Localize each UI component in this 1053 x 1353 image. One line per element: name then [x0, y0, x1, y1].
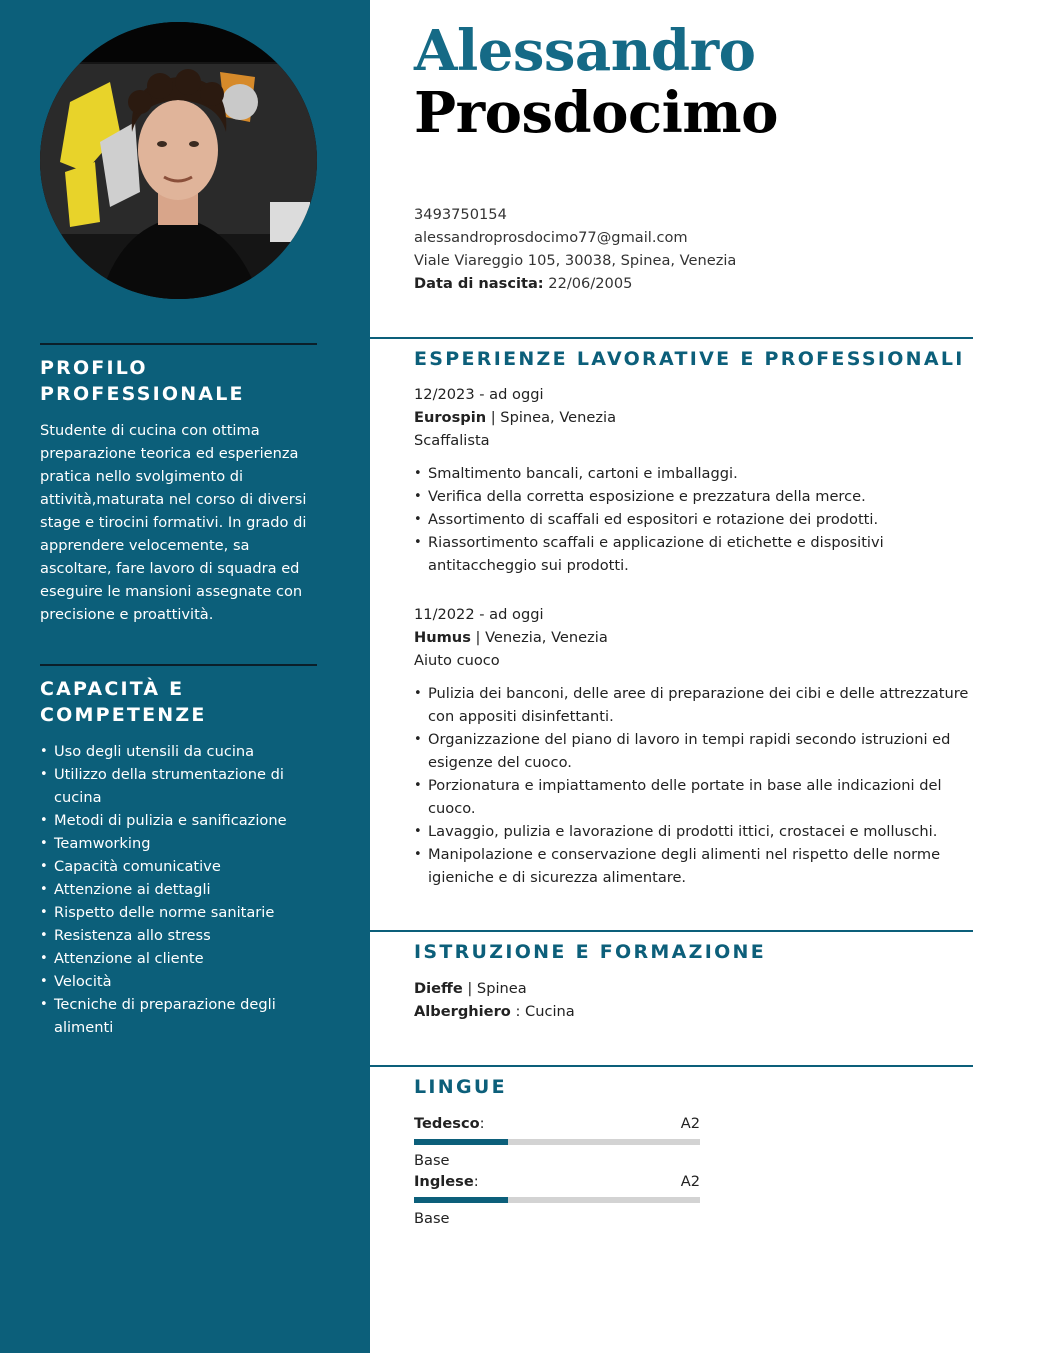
- school-place: | Spinea: [462, 980, 527, 997]
- birth-date: [414, 272, 736, 295]
- list-item: • Uso degli utensili da cucina: [40, 740, 317, 763]
- education-heading: ISTRUZIONE E FORMAZIONE: [414, 941, 767, 963]
- list-item: • Riassortimento scaffali e applicazione di etichette e dispositivi antitaccheggio sui prodotti.: [414, 531, 974, 577]
- job-company: Eurospin: [414, 409, 487, 426]
- language-level-bar: [414, 1197, 700, 1203]
- list-item: • Metodi di pulizia e sanificazione: [40, 809, 317, 832]
- job-entry: [414, 383, 974, 577]
- job-tasks: [414, 462, 974, 577]
- list-item: • Tecniche di preparazione degli alimenti: [40, 993, 317, 1039]
- profile-text: Studente di cucina con ottima preparazione teorica ed esperienza pratica nello svolgimento di attività,maturata nel corso di diversi stage e tirocini formativi. In grado di apprendere velocemente, sa ascoltare, fare lavoro di squadra ed eseguire le mansioni assegnate con precisione e proattività.: [40, 422, 307, 623]
- skills-list: [40, 740, 317, 1039]
- birth-label: Data di nascita:: [414, 275, 544, 292]
- profile-photo: [40, 22, 317, 299]
- skills-section: [40, 664, 317, 1039]
- list-item: • Pulizia dei banconi, delle aree di preparazione dei cibi e delle attrezzature con appositi disinfettanti.: [414, 682, 974, 728]
- education-entry: [414, 977, 974, 1023]
- job-period: 12/2023 - ad oggi: [414, 386, 544, 403]
- job-employer: [414, 626, 974, 649]
- languages-divider: [370, 1065, 973, 1067]
- language-level-fill: [414, 1197, 508, 1203]
- job-location: | Spinea, Venezia: [486, 409, 617, 426]
- list-item: • Verifica della corretta esposizione e prezzatura della merce.: [414, 485, 974, 508]
- job-tasks: [414, 682, 974, 889]
- job-entry: [414, 603, 974, 889]
- list-item: • Manipolazione e conservazione degli alimenti nel rispetto delle norme igieniche e di sicurezza alimentare.: [414, 843, 974, 889]
- course-detail: : Cucina: [510, 1003, 575, 1020]
- job-company: Humus: [414, 629, 471, 646]
- school-name: Dieffe: [414, 980, 463, 997]
- list-item: • Rispetto delle norme sanitarie: [40, 901, 317, 924]
- sidebar: [0, 0, 370, 1353]
- skills-heading: CAPACITÀ E COMPETENZE: [40, 678, 207, 726]
- language-entry: Tedesco: A2 Base: [414, 1112, 700, 1172]
- course-name: Alberghiero: [414, 1003, 511, 1020]
- profile-divider: [40, 343, 317, 345]
- language-level-desc: Base: [414, 1210, 450, 1227]
- list-item: • Utilizzo della strumentazione di cucina: [40, 763, 317, 809]
- experience-heading: ESPERIENZE LAVORATIVE E PROFESSIONALI: [414, 348, 965, 370]
- list-item: • Velocità: [40, 970, 317, 993]
- first-name: Alessandro: [414, 18, 756, 84]
- language-level-fill: [414, 1139, 508, 1145]
- job-role: Aiuto cuoco: [414, 652, 500, 669]
- list-item: • Organizzazione del piano di lavoro in tempi rapidi secondo istruzioni ed esigenze del cuoco.: [414, 728, 974, 774]
- language-name: Inglese: [414, 1173, 474, 1190]
- language-level: A2: [680, 1173, 700, 1190]
- profile-section: [40, 343, 317, 626]
- list-item: • Resistenza allo stress: [40, 924, 317, 947]
- profile-heading: PROFILO PROFESSIONALE: [40, 357, 245, 405]
- list-item: • Lavaggio, pulizia e lavorazione di prodotti ittici, crostacei e molluschi.: [414, 820, 974, 843]
- experience-divider: [370, 337, 973, 339]
- list-item: • Capacità comunicative: [40, 855, 317, 878]
- candidate-name: [414, 20, 778, 144]
- email-address: alessandroprosdocimo77@gmail.com: [414, 229, 688, 246]
- contact-info: [414, 203, 736, 295]
- job-employer: [414, 406, 974, 429]
- list-item: • Assortimento di scaffali ed espositori e rotazione dei prodotti.: [414, 508, 974, 531]
- job-role: Scaffalista: [414, 432, 490, 449]
- skills-divider: [40, 664, 317, 666]
- list-item: • Attenzione al cliente: [40, 947, 317, 970]
- languages-heading: LINGUE: [414, 1076, 507, 1098]
- postal-address: Viale Viareggio 105, 30038, Spinea, Venezia: [414, 252, 737, 269]
- language-name: Tedesco: [414, 1115, 480, 1132]
- last-name: Prosdocimo: [414, 80, 778, 146]
- language-level-desc: Base: [414, 1152, 450, 1169]
- list-item: • Porzionatura e impiattamento delle portate in base alle indicazioni del cuoco.: [414, 774, 974, 820]
- job-period: 11/2022 - ad oggi: [414, 606, 544, 623]
- profile-photo-image: [40, 22, 317, 299]
- birth-value: 22/06/2005: [548, 275, 633, 292]
- language-entry: Inglese: A2 Base: [414, 1170, 700, 1230]
- phone-number: 3493750154: [414, 206, 507, 223]
- language-level: A2: [680, 1115, 700, 1132]
- education-divider: [370, 930, 973, 932]
- language-level-bar: [414, 1139, 700, 1145]
- list-item: • Teamworking: [40, 832, 317, 855]
- list-item: • Attenzione ai dettagli: [40, 878, 317, 901]
- list-item: • Smaltimento bancali, cartoni e imballaggi.: [414, 462, 974, 485]
- job-location: | Venezia, Venezia: [470, 629, 608, 646]
